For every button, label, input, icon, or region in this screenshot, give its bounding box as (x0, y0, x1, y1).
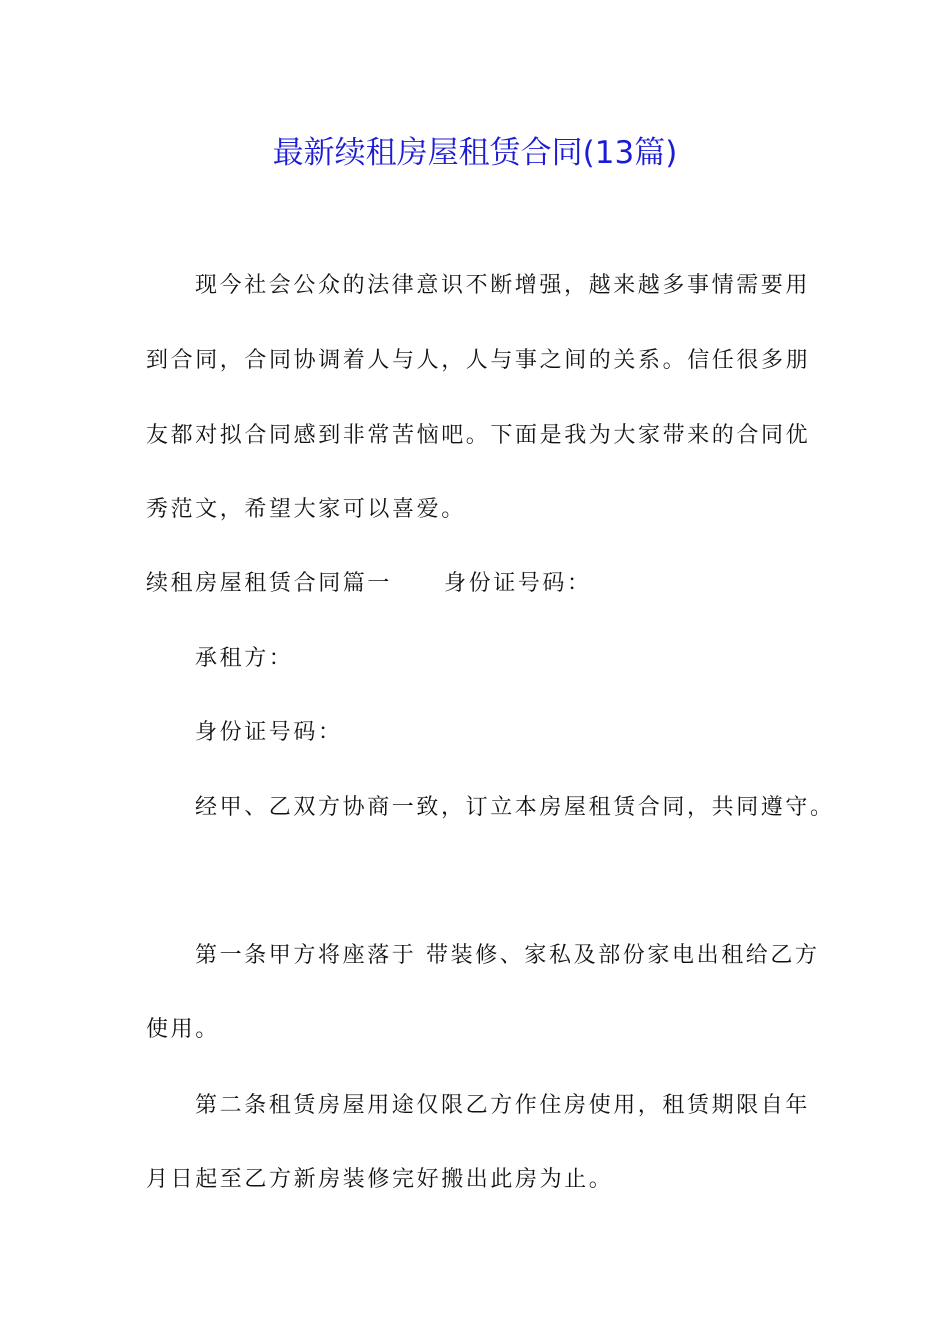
intro-line-4: 秀范文，希望大家可以喜爱。 (146, 497, 466, 522)
intro-line-1: 现今社会公众的法律意识不断增强，越来越多事情需要用 (195, 273, 811, 298)
agreement-line: 经甲、乙双方协商一致，订立本房屋租赁合同，共同遵守。 (195, 795, 835, 820)
section-heading: 续租房屋租赁合同篇一 (146, 571, 393, 596)
article-2-line-2: 月日起至乙方新房装修完好搬出此房为止。 (146, 1167, 614, 1192)
intro-line-2: 到合同，合同协调着人与人，人与事之间的关系。信任很多朋 (146, 348, 811, 373)
tenant-label: 承租方： (195, 646, 294, 671)
article-1-line-1: 第一条甲方将座落于 带装修、家私及部份家电出租给乙方 (195, 943, 820, 968)
article-2-line-1: 第二条租赁房屋用途仅限乙方作住房使用，租赁期限自年 (195, 1093, 811, 1118)
section-heading-id-label: 身份证号码： (444, 571, 592, 596)
section-heading-line (146, 569, 826, 599)
tenant-id-label: 身份证号码： (195, 720, 343, 745)
document-title: 最新续租房屋租赁合同(13篇) (272, 135, 678, 171)
intro-line-3: 友都对拟合同感到非常苦恼吧。下面是我为大家带来的合同优 (146, 423, 811, 448)
article-1-line-2: 使用。 (146, 1017, 220, 1042)
